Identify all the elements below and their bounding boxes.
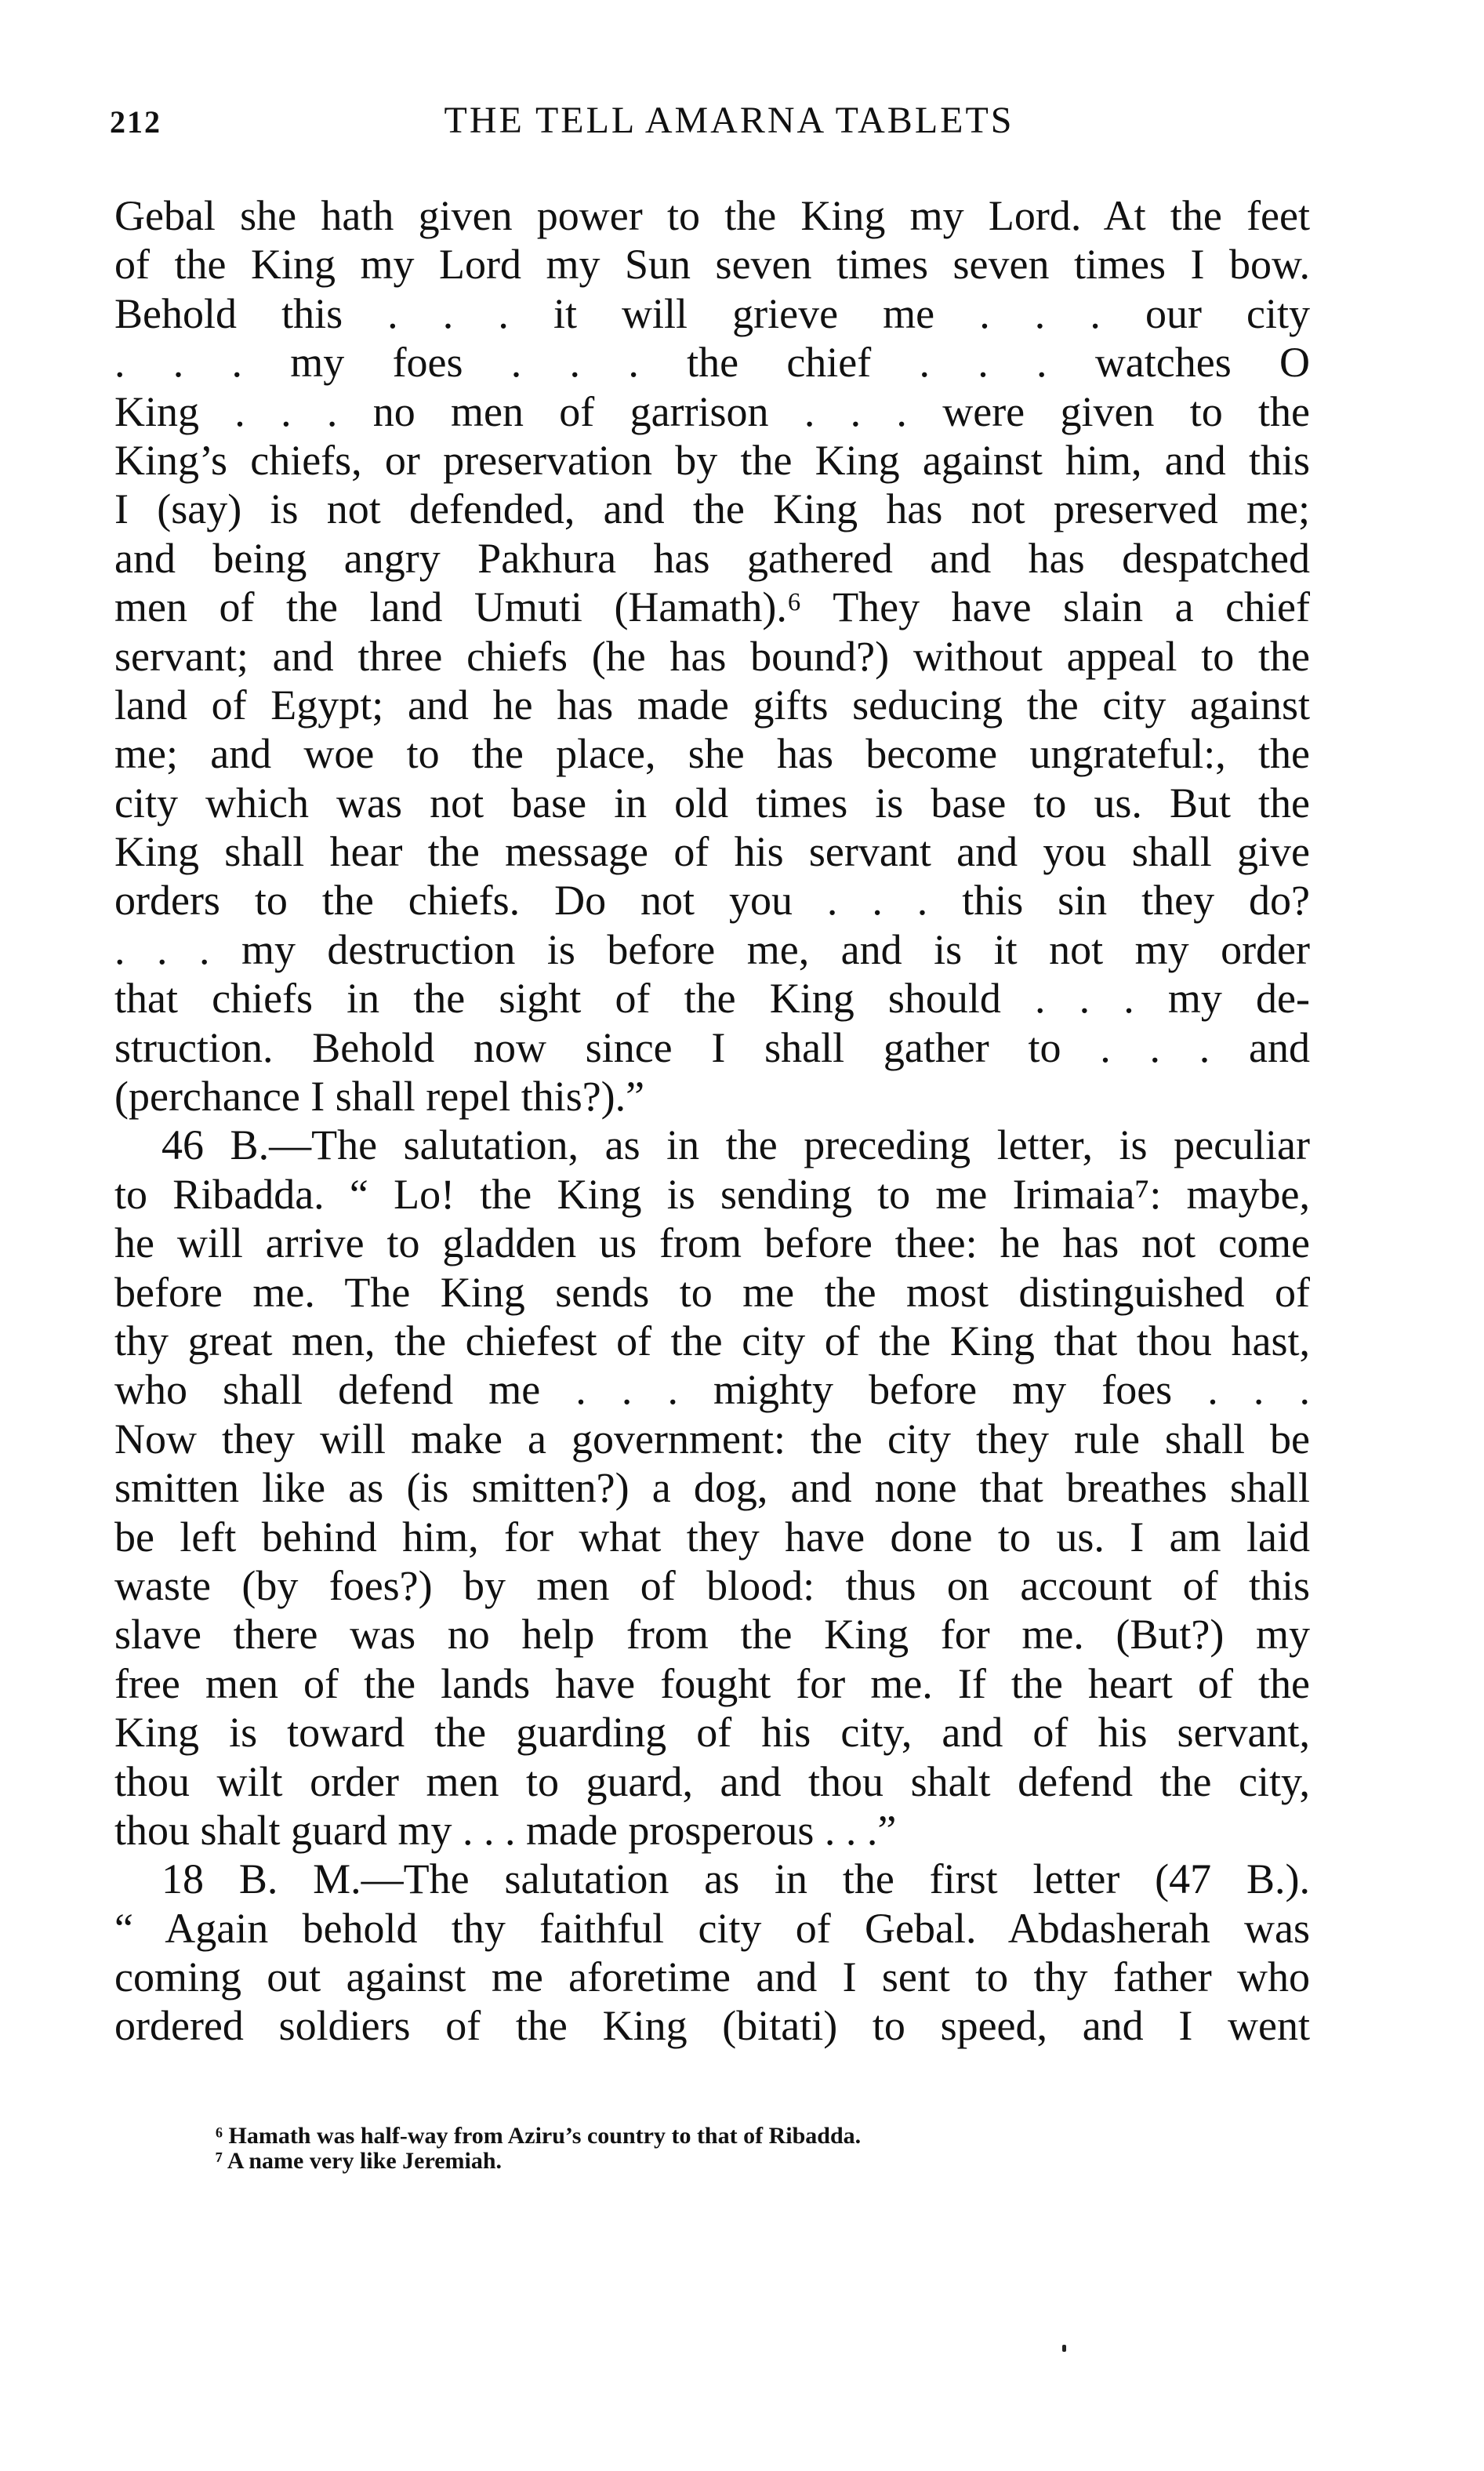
running-head bbox=[110, 99, 1317, 154]
footnote: ⁶ Hamath was half-way from Aziru’s country to that of Ribadda. bbox=[216, 2123, 862, 2149]
text-line: before me. The King sends to me the most distinguished of bbox=[114, 1268, 1310, 1316]
text-line: Gebal she hath given power to the King my Lord. At the feet bbox=[114, 192, 1310, 239]
text-line: smitten like as (is smitten?) a dog, and none that breathes shall bbox=[114, 1464, 1310, 1512]
text-line: . . . my destruction is before me, and is it not my order bbox=[114, 925, 1310, 973]
text-line: he will arrive to gladden us from before thee: he has not come bbox=[114, 1219, 1310, 1267]
text-line: be left behind him, for what they have done to us. I am laid bbox=[114, 1513, 1310, 1561]
text-line: orders to the chiefs. Do not you . . . this sin they do? bbox=[114, 877, 1310, 925]
footnotes bbox=[216, 2124, 1235, 2174]
text-line: thy great men, the chiefest of the city of the King that thou hast, bbox=[114, 1317, 1310, 1365]
text-line: men of the land Umuti (Hamath).⁶ They have slain a chief bbox=[114, 583, 1310, 631]
text-line: of the King my Lord my Sun seven times seven times I bow. bbox=[114, 241, 1310, 289]
text-line: that chiefs in the sight of the King should . . . my de- bbox=[114, 975, 1310, 1023]
text-line: slave there was no help from the King for me. (But?) my bbox=[114, 1611, 1310, 1659]
footnote: ⁷ A name very like Jeremiah. bbox=[216, 2148, 503, 2174]
text-line: servant; and three chiefs (he has bound?) without appeal to the bbox=[114, 632, 1310, 680]
text-line: land of Egypt; and he has made gifts seducing the city against bbox=[114, 681, 1310, 729]
text-line: struction. Behold now since I shall gather to . . . and bbox=[114, 1023, 1310, 1071]
text-line: waste (by foes?) by men of blood: thus on account of this bbox=[114, 1561, 1310, 1609]
text-line: ordered soldiers of the King (bitati) to speed, and I went bbox=[114, 2002, 1310, 2050]
text-line: King shall hear the message of his servant and you shall give bbox=[114, 828, 1310, 876]
text-line: 46 B.—The salutation, as in the preceding letter, is peculiar bbox=[161, 1121, 1310, 1169]
page-number: 212 bbox=[110, 104, 161, 140]
text-line: King . . . no men of garrison . . . were given to the bbox=[114, 387, 1310, 435]
text-line: Behold this . . . it will grieve me . . . our city bbox=[114, 289, 1310, 337]
text-line: and being angry Pakhura has gathered and has despatched bbox=[114, 534, 1310, 582]
text-line: free men of the lands have fought for me. If the heart of the bbox=[114, 1659, 1310, 1707]
text-line: 18 B. M.—The salutation as in the first letter (47 B.). bbox=[161, 1855, 1310, 1903]
text-line: “ Again behold thy faithful city of Gebal. Abdasherah was bbox=[114, 1904, 1310, 1952]
text-line: King is toward the guarding of his city, and of his servant, bbox=[114, 1709, 1310, 1757]
text-line: . . . my foes . . . the chief . . . watches O bbox=[114, 339, 1310, 387]
running-title: THE TELL AMARNA TABLETS bbox=[444, 100, 1014, 141]
ink-speck bbox=[1062, 2345, 1066, 2352]
text-line: Now they will make a government: the city they rule shall be bbox=[114, 1415, 1310, 1463]
text-line: King’s chiefs, or preservation by the King against him, and this bbox=[114, 436, 1310, 484]
text-line: to Ribadda. “ Lo! the King is sending to me Irimaia⁷: maybe, bbox=[114, 1170, 1310, 1218]
text-line: (perchance I shall repel this?).” bbox=[114, 1073, 645, 1121]
text-line: thou shalt guard my . . . made prosperous . . .” bbox=[114, 1806, 897, 1854]
text-line: me; and woe to the place, she has become ungrateful:, the bbox=[114, 730, 1310, 778]
body-text bbox=[114, 191, 1310, 2051]
text-line: who shall defend me . . . mighty before my foes . . . bbox=[114, 1366, 1310, 1414]
text-line: city which was not base in old times is base to us. But the bbox=[114, 779, 1310, 827]
text-line: coming out against me aforetime and I sent to thy father who bbox=[114, 1953, 1310, 2001]
text-line: thou wilt order men to guard, and thou shalt defend the city, bbox=[114, 1757, 1310, 1805]
text-line: I (say) is not defended, and the King has not preserved me; bbox=[114, 485, 1310, 533]
